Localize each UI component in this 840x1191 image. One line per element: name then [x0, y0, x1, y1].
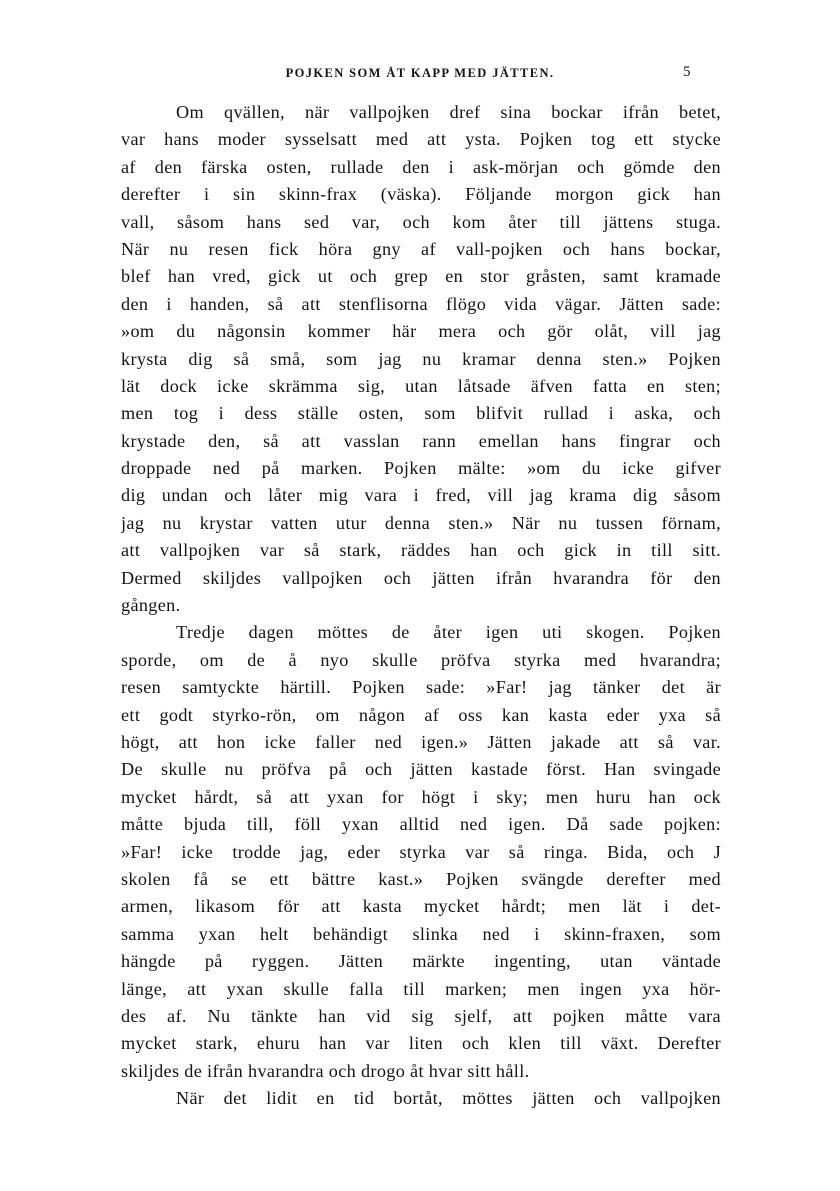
text-line: skiljdes de ifrån hvarandra och drogo åt hvar sitt håll.	[121, 1060, 530, 1081]
text-line: mycket stark, ehuru han var liten och klen till växt. Derefter	[121, 1033, 721, 1054]
text-line: jag nu krystar vatten utur denna sten.» När nu tussen förnam,	[121, 512, 721, 533]
text-line: krysta dig så små, som jag nu kramar denna sten.» Pojken	[121, 348, 721, 369]
text-line: Dermed skiljdes vallpojken och jätten ifrån hvarandra för den	[121, 567, 721, 588]
text-line: derefter i sin skinn-frax (väska). Följande morgon gick han	[121, 184, 721, 205]
text-line: samma yxan helt behändigt slinka ned i skinn-fraxen, som	[121, 923, 721, 944]
text-line: sporde, om de å nyo skulle pröfva styrka med hvarandra;	[121, 649, 721, 670]
text-line: hängde på ryggen. Jätten märkte ingenting, utan väntade	[121, 951, 721, 972]
text-line: den i handen, så att stenflisorna flögo vida vägar. Jätten sade:	[121, 293, 721, 314]
running-head	[0, 66, 840, 86]
text-line: des af. Nu tänkte han vid sig sjelf, att pojken måtte vara	[121, 1005, 721, 1026]
text-line: lät dock icke skrämma sig, utan låtsade äfven fatta en sten;	[121, 375, 721, 396]
text-line: högt, att hon icke faller ned igen.» Jätten jakade att så var.	[121, 731, 721, 752]
text-line: mycket hårdt, så att yxan for högt i sky; men huru han ock	[121, 786, 721, 807]
text-line: skolen få se ett bättre kast.» Pojken svängde derefter med	[121, 868, 721, 889]
running-title: POJKEN SOM ÅT KAPP MED JÄTTEN.	[285, 66, 555, 80]
text-line: gången.	[121, 595, 181, 616]
body-text	[121, 99, 721, 1112]
text-line: resen samtyckte härtill. Pojken sade: »Far! jag tänker det är	[121, 677, 721, 698]
text-line: »Far! icke trodde jag, eder styrka var så ringa. Bida, och J	[121, 841, 721, 862]
text-line: droppade ned på marken. Pojken mälte: »om du icke gifver	[121, 458, 721, 479]
text-line: När det lidit en tid bortåt, möttes jätten och vallpojken	[176, 1088, 721, 1109]
text-line: krystade den, så att vasslan rann emellan hans fingrar och	[121, 430, 721, 451]
page-number: 5	[683, 64, 691, 80]
text-line: måtte bjuda till, föll yxan alltid ned igen. Då sade pojken:	[121, 814, 721, 835]
text-line: blef han vred, gick ut och grep en stor gråsten, samt kramade	[121, 266, 721, 287]
text-line: Tredje dagen möttes de åter igen uti skogen. Pojken	[176, 622, 721, 643]
text-line: var hans moder sysselsatt med att ysta. Pojken tog ett stycke	[121, 129, 721, 150]
text-line: armen, likasom för att kasta mycket hårdt; men lät i det-	[121, 896, 721, 917]
text-line: dig undan och låter mig vara i fred, vill jag krama dig såsom	[121, 485, 721, 506]
text-line: De skulle nu pröfva på och jätten kastade först. Han svingade	[121, 759, 721, 780]
text-line: men tog i dess ställe osten, som blifvit rullad i aska, och	[121, 403, 721, 424]
text-line: af den färska osten, rullade den i ask-mörjan och gömde den	[121, 156, 721, 177]
text-line: ett godt styrko-rön, om någon af oss kan kasta eder yxa så	[121, 704, 721, 725]
text-line: När nu resen fick höra gny af vall-pojken och hans bockar,	[121, 238, 721, 259]
text-line: Om qvällen, när vallpojken dref sina bockar ifrån betet,	[176, 102, 721, 122]
text-line: att vallpojken var så stark, räddes han och gick in till sitt.	[121, 540, 721, 561]
text-line: vall, såsom hans sed var, och kom åter till jättens stuga.	[121, 211, 721, 232]
text-line: länge, att yxan skulle falla till marken; men ingen yxa hör-	[121, 978, 721, 999]
text-line: »om du någonsin kommer här mera och gör olåt, vill jag	[121, 321, 721, 342]
